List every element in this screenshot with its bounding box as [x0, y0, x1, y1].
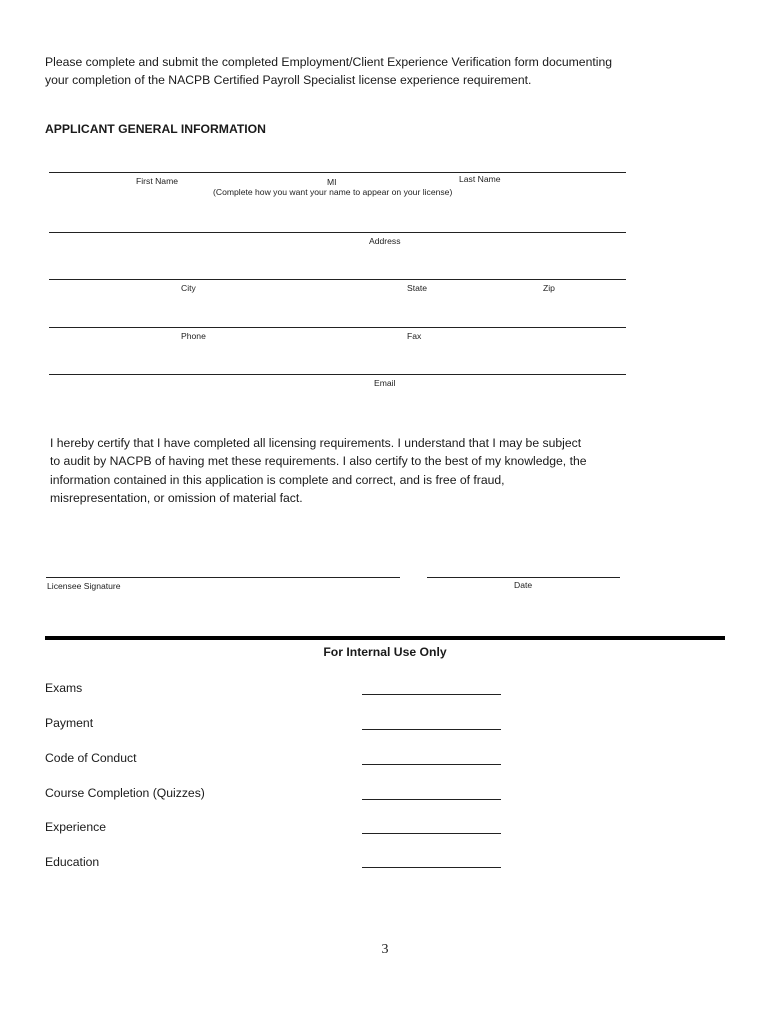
last-name-label: Last Name [459, 174, 501, 184]
name-field-line[interactable] [49, 172, 626, 173]
code-of-conduct-field-line[interactable] [362, 764, 501, 765]
internal-item-exams: Exams [45, 681, 83, 695]
first-name-label: First Name [136, 176, 179, 186]
city-state-zip-field-line[interactable] [49, 279, 626, 280]
education-field-line[interactable] [362, 867, 501, 868]
name-note: (Complete how you want your name to appear on your license) [213, 187, 453, 197]
certification-line-2: to audit by NACPB of having met these requirements. I also certify to the best of my knowledge, the [50, 454, 587, 469]
intro-paragraph [45, 53, 665, 89]
experience-field-line[interactable] [362, 833, 501, 834]
state-label: State [407, 283, 428, 293]
phone-fax-field-line[interactable] [49, 327, 626, 328]
internal-item-payment: Payment [45, 716, 94, 730]
signature-label: Licensee Signature [47, 581, 121, 591]
signature-field-line[interactable] [46, 577, 400, 578]
city-label: City [181, 283, 196, 293]
mi-label: MI [327, 177, 337, 187]
intro-line-1: Please complete and submit the completed Employment/Client Experience Verification form documenting [45, 55, 613, 69]
internal-item-course-completion: Course Completion (Quizzes) [45, 786, 205, 800]
certification-line-1: I hereby certify that I have completed all licensing requirements. I understand that I may be subject [50, 436, 582, 450]
address-label: Address [369, 236, 401, 246]
address-field-line[interactable] [49, 232, 626, 233]
intro-line-2: your completion of the NACPB Certified Payroll Specialist license experience requirement. [45, 73, 532, 87]
course-completion-field-line[interactable] [362, 799, 501, 800]
email-field-line[interactable] [49, 374, 626, 375]
fax-label: Fax [407, 331, 422, 341]
certification-paragraph [50, 434, 630, 507]
internal-use-title: For Internal Use Only [323, 645, 447, 659]
internal-item-education: Education [45, 855, 100, 869]
email-label: Email [374, 378, 396, 388]
certification-line-4: misrepresentation, or omission of material fact. [50, 490, 303, 505]
exams-field-line[interactable] [362, 694, 501, 695]
internal-item-experience: Experience [45, 820, 106, 834]
section-divider [45, 636, 725, 640]
zip-label: Zip [543, 283, 555, 293]
section-title-applicant: APPLICANT GENERAL INFORMATION [45, 122, 266, 136]
phone-label: Phone [181, 331, 206, 341]
date-field-line[interactable] [427, 577, 620, 578]
page-number: 3 [381, 942, 389, 957]
certification-line-3: information contained in this application is complete and correct, and is free of fraud, [50, 472, 505, 487]
internal-item-code-of-conduct: Code of Conduct [45, 751, 137, 765]
date-label: Date [514, 580, 533, 590]
payment-field-line[interactable] [362, 729, 501, 730]
